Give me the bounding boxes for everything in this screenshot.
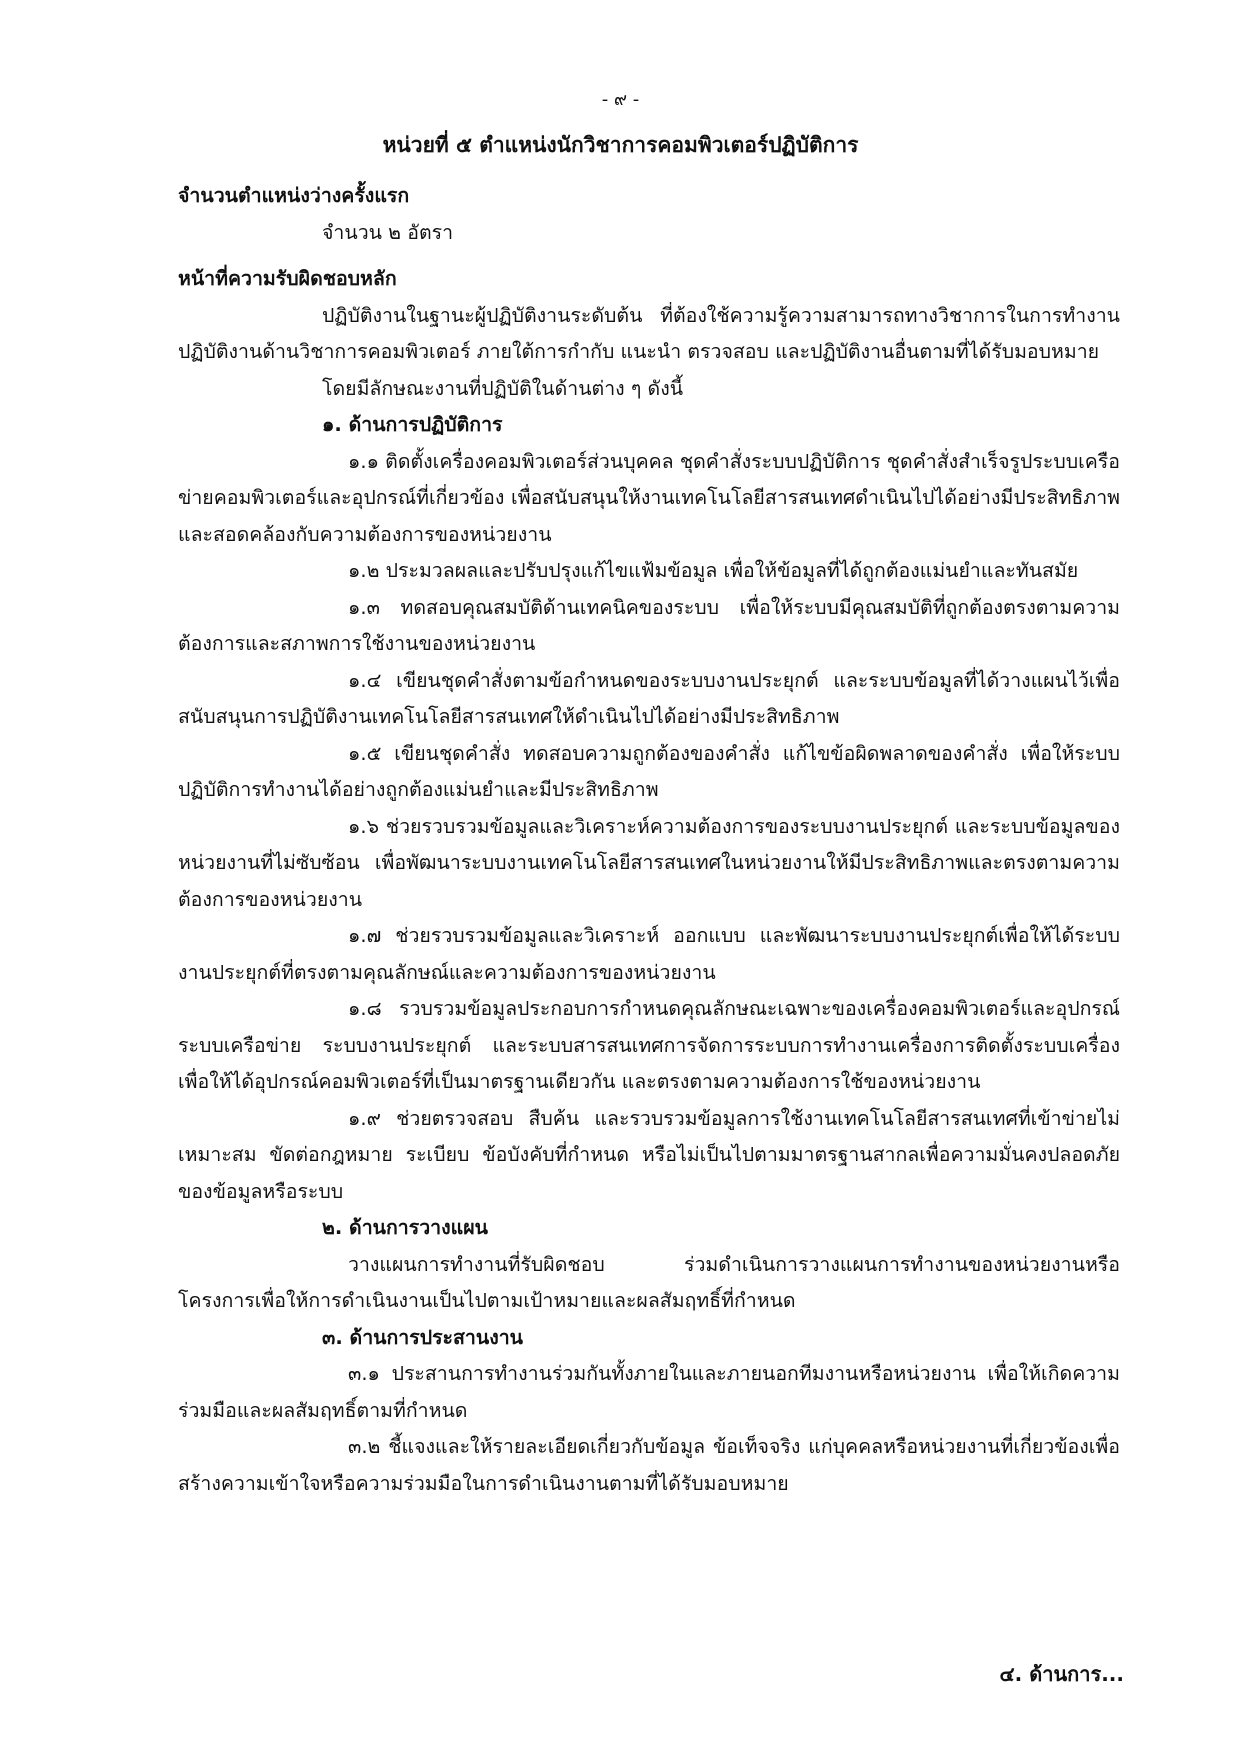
section-heading: ๒. ด้านการวางแผน (322, 1216, 488, 1239)
section-item: ๑.๓ ทดสอบคุณสมบัติด้านเทคนิคของระบบ เพื่อให้ระบบมีคุณสมบัติที่ถูกต้องตรงตามความต้องการและสภาพการใช้งานของหน่วยงาน (178, 595, 1120, 655)
section-item: ๑.๘ รวบรวมข้อมูลประกอบการกำหนดคุณลักษณะเฉพาะของเครื่องคอมพิวเตอร์และอุปกรณ์ ระบบเครือข่าย ระบบงานประยุกต์ และระบบสารสนเทศการจัดการระบบการทำงานเครื่องการติดตั้งระบบเครื่อง เพื่อให้ได้อุปกรณ์คอมพิวเตอร์ที่เป็นมาตรฐานเดียวกัน และตรงตามความต้องการใช้ของหน่วยงาน (178, 997, 1120, 1093)
page-title: หน่วยที่ ๕ ตำแหน่งนักวิชาการคอมพิวเตอร์ปฏิบัติการ (382, 133, 859, 157)
continuation-marker: ๔. ด้านการ... (999, 1662, 1124, 1686)
duties-intro: ปฏิบัติงานในฐานะผู้ปฏิบัติงานระดับต้น ที่ต้องใช้ความรู้ความสามารถทางวิชาการในการทำงานปฏิบัติงานด้านวิชาการคอมพิวเตอร์ ภายใต้การกำกับ แนะนำ ตรวจสอบ และปฏิบัติงานอื่นตามที่ได้รับมอบหมาย (178, 303, 1120, 363)
section-item: ๑.๖ ช่วยรวบรวมข้อมูลและวิเคราะห์ความต้องการของระบบงานประยุกต์ และระบบข้อมูลของหน่วยงานที่ไม่ซับซ้อน เพื่อพัฒนาระบบงานเทคโนโลยีสารสนเทศในหน่วยงานให้มีประสิทธิภาพและตรงตามความต้องการของหน่วยงาน (178, 814, 1120, 911)
section-item: ๑.๑ ติดตั้งเครื่องคอมพิวเตอร์ส่วนบุคคล ชุดคำสั่งระบบปฏิบัติการ ชุดคำสั่งสำเร็จรูประบบเครือข่ายคอมพิวเตอร์และอุปกรณ์ที่เกี่ยวข้อง เพื่อสนับสนุนให้งานเทคโนโลยีสารสนเทศดำเนินไปได้อย่างมีประสิทธิภาพและสอดคล้องกับความต้องการของหน่วยงาน (178, 449, 1120, 546)
section-item: ๑.๙ ช่วยตรวจสอบ สืบค้น และรวบรวมข้อมูลการใช้งานเทคโนโลยีสารสนเทศที่เข้าข่ายไม่เหมาะสม ขัดต่อกฎหมาย ระเบียบ ข้อบังคับที่กำหนด หรือไม่เป็นไปตามมาตรฐานสากลเพื่อความมั่นคงปลอดภัยของข้อมูลหรือระบบ (178, 1106, 1120, 1203)
duties-lead: โดยมีลักษณะงานที่ปฏิบัติในด้านต่าง ๆ ดังนี้ (322, 376, 684, 400)
section-item: ๑.๔ เขียนชุดคำสั่งตามข้อกำหนดของระบบงานประยุกต์ และระบบข้อมูลที่ได้วางแผนไว้เพื่อสนับสนุนการปฏิบัติงานเทคโนโลยีสารสนเทศให้ดำเนินไปได้อย่างมีประสิทธิภาพ (178, 668, 1120, 728)
page-number: - ๙ - (601, 89, 640, 110)
duties-heading: หน้าที่ความรับผิดชอบหลัก (178, 267, 397, 290)
section-item: วางแผนการทำงานที่รับผิดชอบ ร่วมดำเนินการวางแผนการทำงานของหน่วยงานหรือโครงการเพื่อให้การดำเนินงานเป็นไปตามเป้าหมายและผลสัมฤทธิ์ที่กำหนด (178, 1252, 1120, 1312)
section-item: ๓.๑ ประสานการทำงานร่วมกันทั้งภายในและภายนอกทีมงานหรือหน่วยงาน เพื่อให้เกิดความร่วมมือและผลสัมฤทธิ์ตามที่กำหนด (178, 1362, 1120, 1422)
section-item: ๑.๒ ประมวลผลและปรับปรุงแก้ไขแฟ้มข้อมูล เพื่อให้ข้อมูลที่ได้ถูกต้องแม่นยำและทันสมัย (348, 559, 1079, 582)
section-item: ๓.๒ ชี้แจงและให้รายละเอียดเกี่ยวกับข้อมูล ข้อเท็จจริง แก่บุคคลหรือหน่วยงานที่เกี่ยวข้องเพื่อสร้างความเข้าใจหรือความร่วมมือในการดำเนินงานตามที่ได้รับมอบหมาย (178, 1435, 1120, 1495)
document-body (178, 178, 1120, 1502)
section-item: ๑.๕ เขียนชุดคำสั่ง ทดสอบความถูกต้องของคำสั่ง แก้ไขข้อผิดพลาดของคำสั่ง เพื่อให้ระบบปฏิบัติการทำงานได้อย่างถูกต้องแม่นยำและมีประสิทธิภาพ (178, 741, 1120, 801)
section-heading: ๑. ด้านการปฏิบัติการ (322, 413, 503, 436)
vacancy-heading: จำนวนตำแหน่งว่างครั้งแรก (178, 184, 410, 207)
section-heading: ๓. ด้านการประสานงาน (322, 1325, 524, 1349)
vacancy-value: จำนวน ๒ อัตรา (322, 220, 454, 244)
section-item: ๑.๗ ช่วยรวบรวมข้อมูลและวิเคราะห์ ออกแบบ และพัฒนาระบบงานประยุกต์เพื่อให้ได้ระบบงานประยุกต์ที่ตรงตามคุณลักษณ์และความต้องการของหน่วยงาน (178, 924, 1120, 984)
